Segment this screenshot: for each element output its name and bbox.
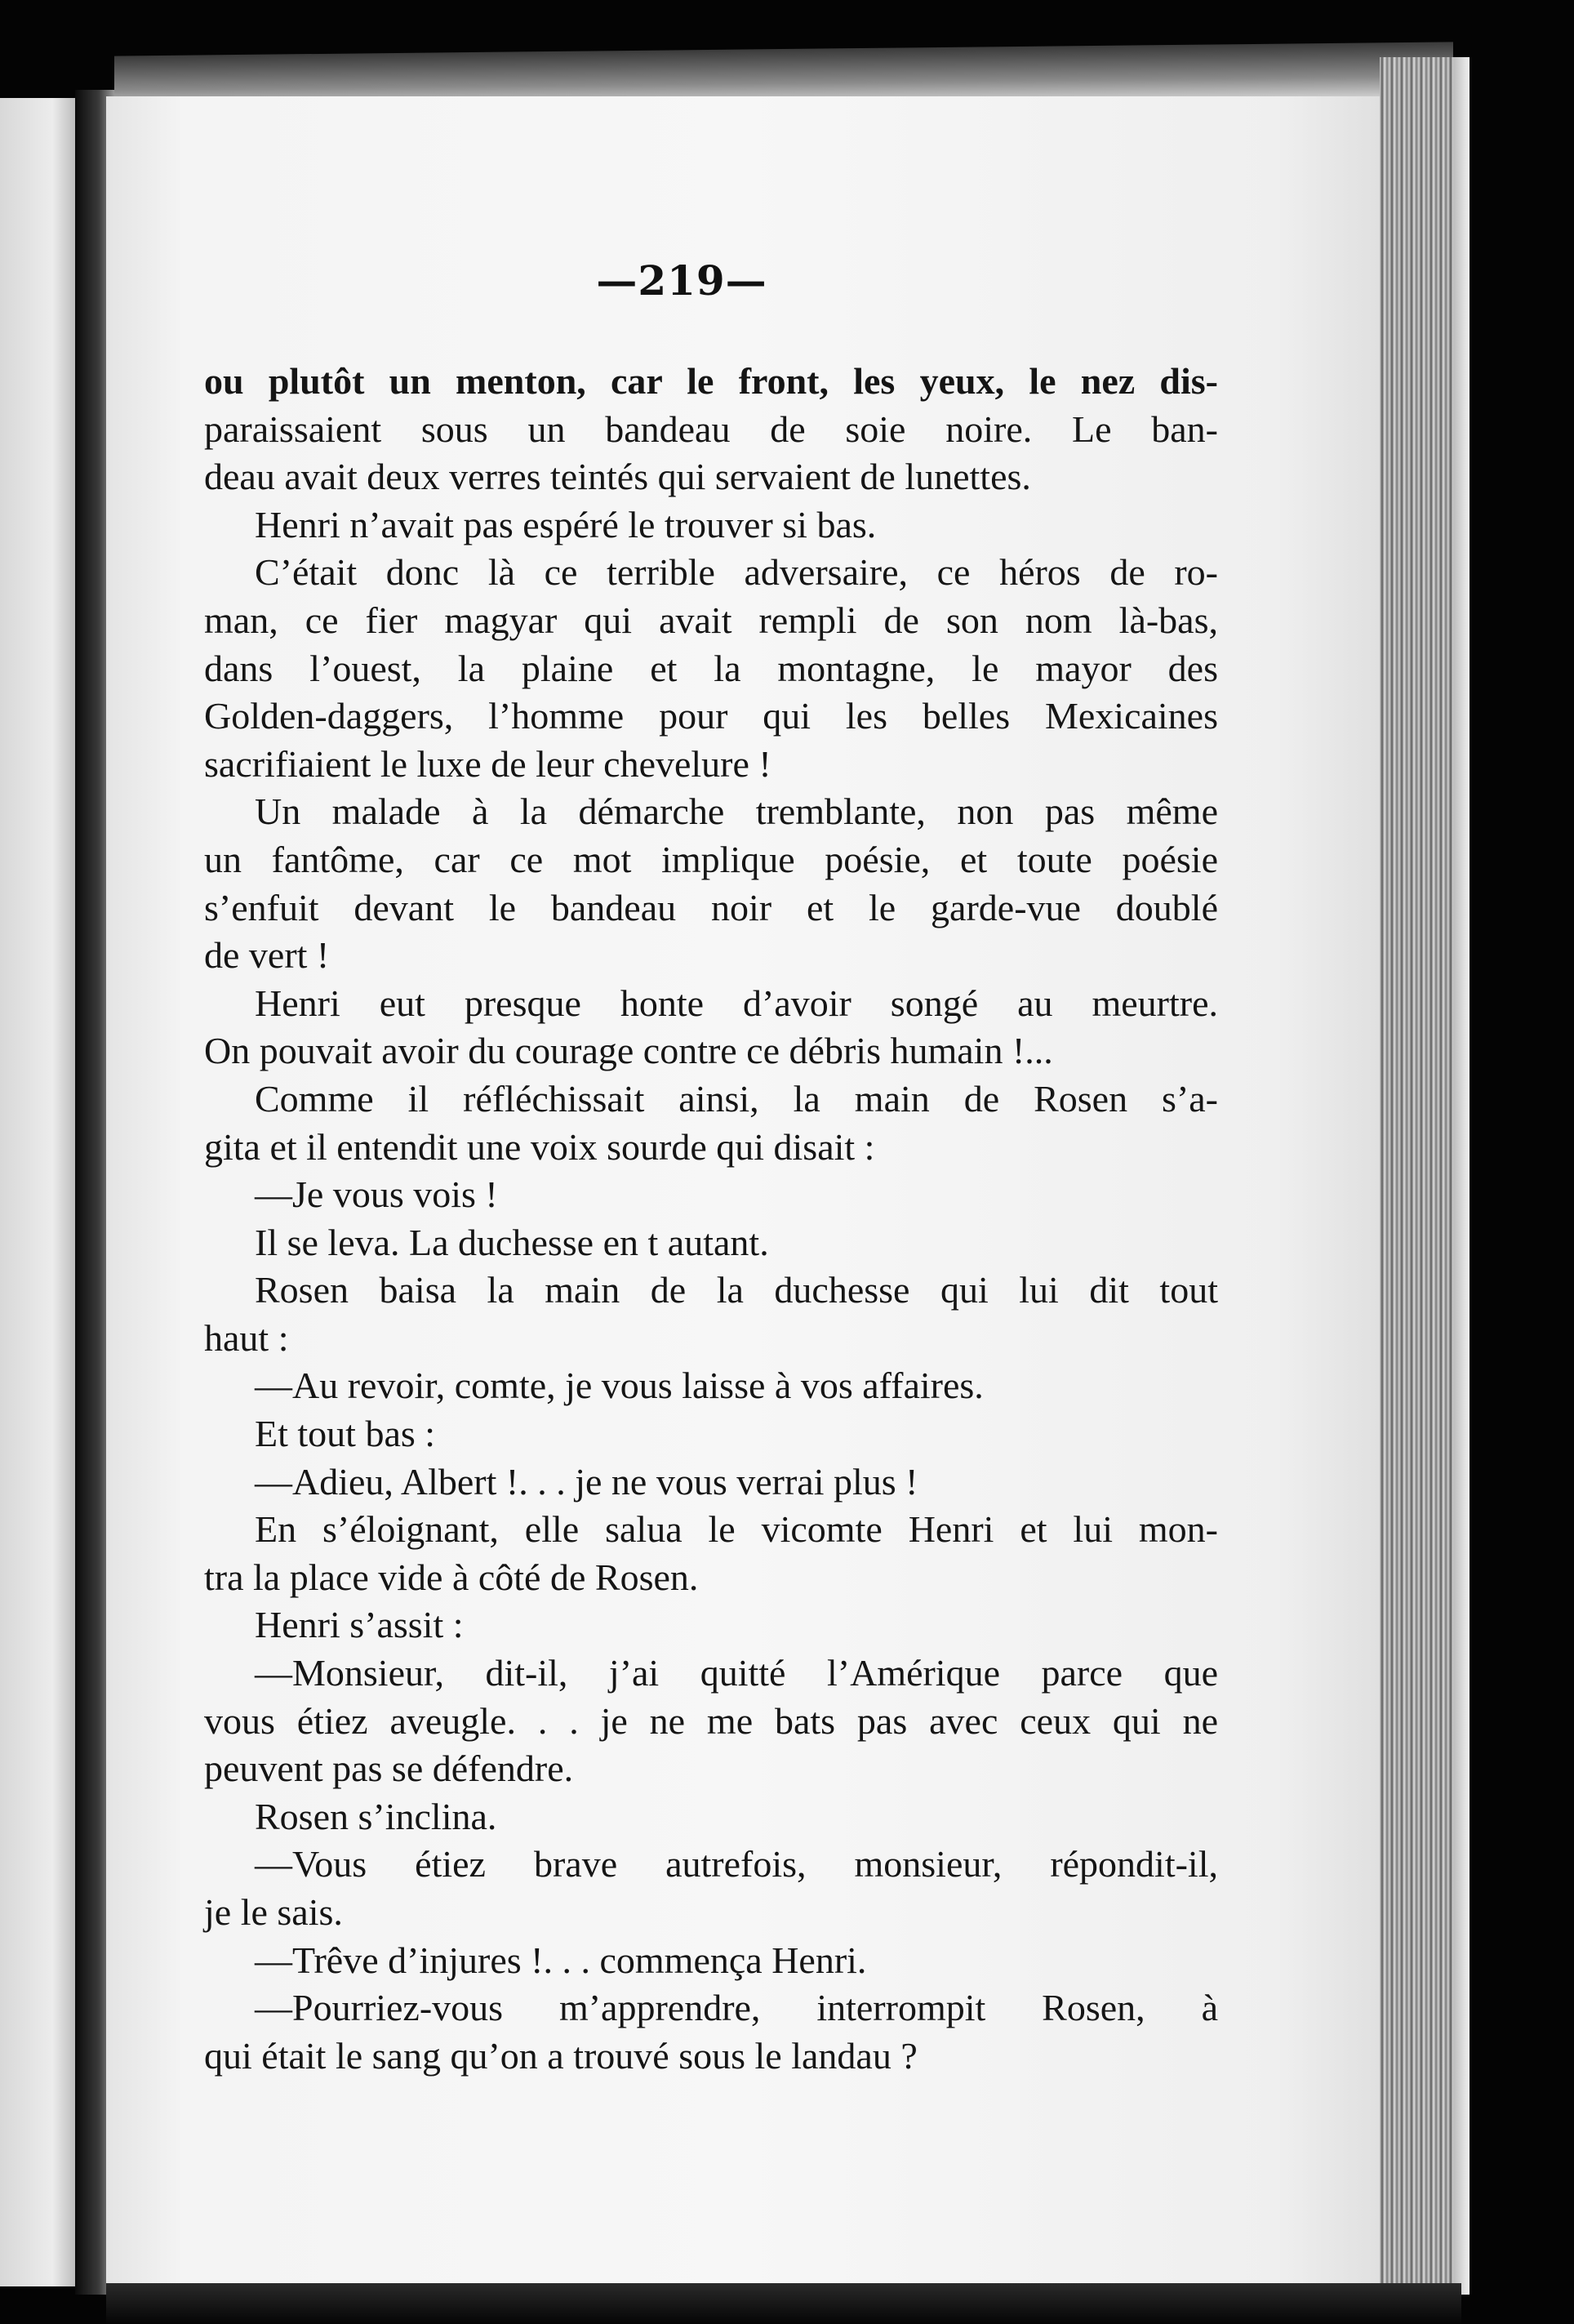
text-line: man, ce fier magyar qui avait rempli de son nom là-bas, [204,599,1218,641]
text-line: —Au revoir, comte, je vous laisse à vos affaires. [255,1365,984,1407]
text-line: Il se leva. La duchesse en t autant. [255,1221,769,1263]
text-line: qui était le sang qu’on a trouvé sous le landau ? [204,2034,918,2077]
text-line: En s’éloignant, elle salua le vicomte Henri et lui mon- [255,1508,1218,1551]
text-line: tra la place vide à côté de Rosen. [204,1556,699,1598]
bottom-shadow [106,2283,1461,2324]
text-line: —Pourriez-vous m’apprendre, interrompit Rosen, à [255,1987,1218,2029]
text-line: un fantôme, car ce mot implique poésie, et toute poésie [204,838,1218,880]
text-line: paraissaient sous un bandeau de soie noire. Le ban- [204,407,1218,450]
text-line: Comme il réfléchissait ainsi, la main de Rosen s’a- [255,1077,1218,1120]
text-line: —Adieu, Albert !. . . je ne vous verrai plus ! [255,1460,918,1503]
text-line: de vert ! [204,934,330,977]
text-line: Et tout bas : [255,1413,436,1455]
text-line: —Vous étiez brave autrefois, monsieur, répondit-il, [255,1843,1218,1885]
text-line: s’enfuit devant le bandeau noir et le garde-vue doublé [204,886,1218,928]
text-line: Henri eut presque honte d’avoir songé au meurtre. [255,982,1218,1024]
text-line: peuvent pas se défendre. [204,1747,574,1790]
text-line: C’était donc là ce terrible adversaire, ce héros de ro- [255,551,1218,594]
text-line: haut : [204,1316,289,1359]
text-line: Un malade à la démarche tremblante, non pas même [255,790,1218,833]
text-line: —Je vous vois ! [255,1173,498,1216]
text-line: vous étiez aveugle. . . je ne me bats pas avec ceux qui ne [204,1699,1218,1742]
page-number: —219— [596,256,767,305]
text-line: je le sais. [204,1891,343,1933]
text-line: gita et il entendit une voix sourde qui disait : [204,1125,875,1168]
text-line: sacrifiaient le luxe de leur chevelure ! [204,742,771,785]
text-line: Henri n’avait pas espéré le trouver si bas. [255,503,877,545]
text-line: ou plutôt un menton, car le front, les yeux, le nez dis- [204,360,1218,402]
text-line: dans l’ouest, la plaine et la montagne, le mayor des [204,647,1218,689]
stacked-page-edges [1380,57,1470,2295]
text-line: Rosen s’inclina. [255,1795,497,1837]
text-line: —Trêve d’injures !. . . commença Henri. [255,1939,867,1981]
text-line: Henri s’assit : [255,1604,464,1646]
facing-page-edge [0,98,75,2286]
text-line: On pouvait avoir du courage contre ce débris humain !... [204,1030,1053,1072]
text-line: Rosen baisa la main de la duchesse qui lui dit tout [255,1269,1218,1311]
text-line: —Monsieur, dit-il, j’ai quitté l’Amérique parce que [255,1652,1218,1694]
text-line: Golden-daggers, l’homme pour qui les belles Mexicaines [204,695,1218,737]
text-line: deau avait deux verres teintés qui servaient de lunettes. [204,456,1031,498]
body-text [204,358,1218,2080]
